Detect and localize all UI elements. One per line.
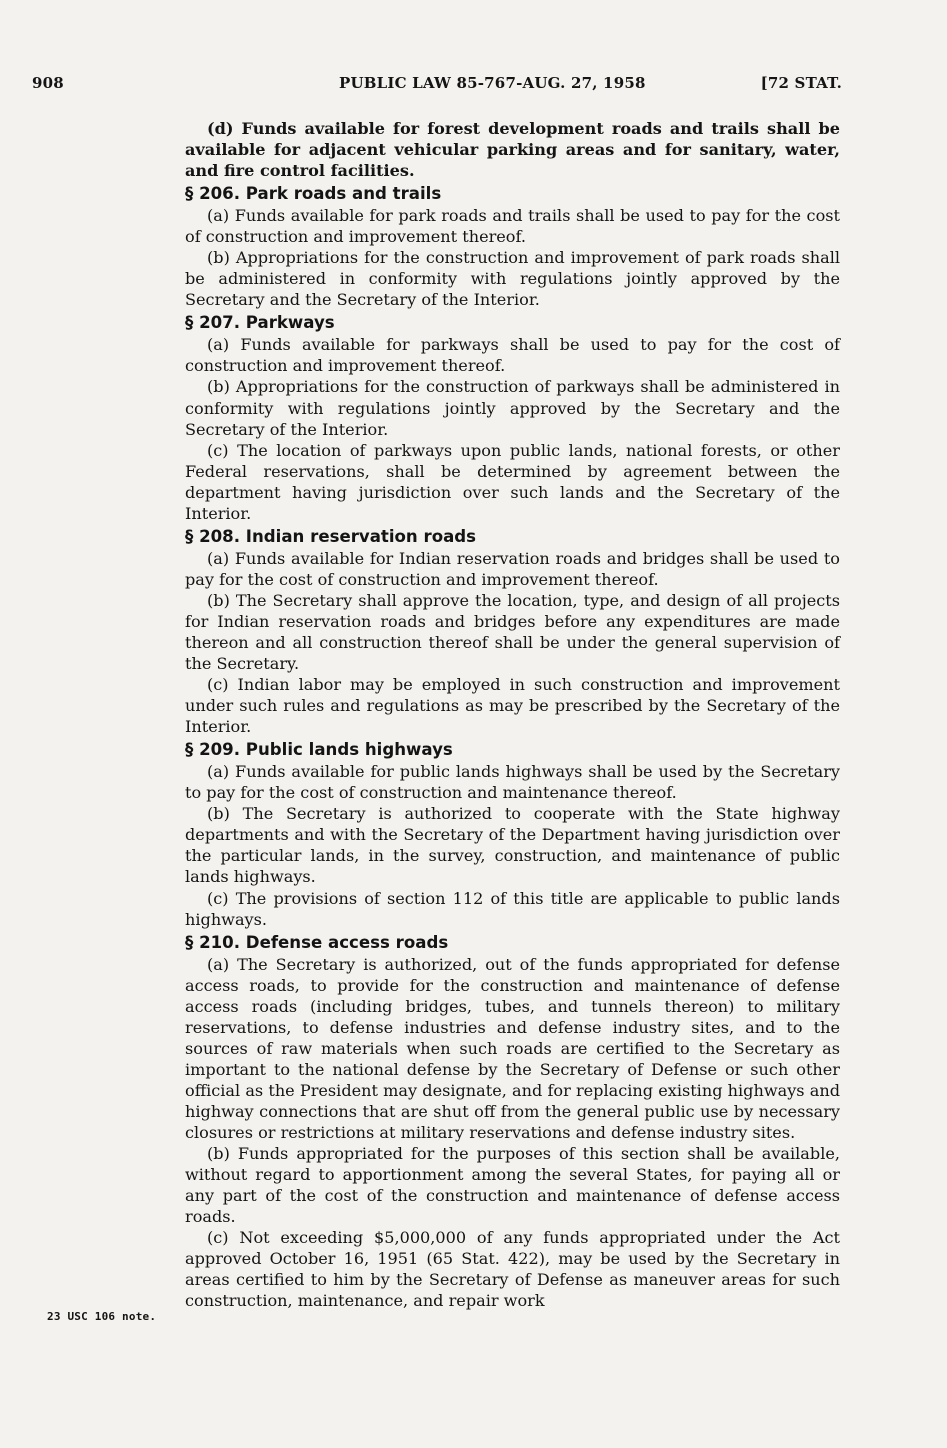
statute-reference: [72 STAT. (760, 74, 842, 92)
section-heading: § 207. Parkways (185, 313, 335, 333)
body-paragraph: (b) Funds appropriated for the purposes of this section shall be available, without regard to apportionment among the several States, for paying all or any part of the cost of the construction and maintenance of defense access roads. (185, 1144, 840, 1227)
body-paragraph: (a) Funds available for Indian reservation roads and bridges shall be used to pay for the cost of construction and improvement thereof. (185, 548, 840, 589)
body-paragraph: (b) The Secretary shall approve the location, type, and design of all projects for Indian reservation roads and bridges before any expenditures are made thereon and all construction thereof shall be under the general supervision of the Secretary. (185, 590, 840, 674)
body-paragraph: (b) Appropriations for the construction of parkways shall be administered in conformity with regulations jointly approved by the Secretary and the Secretary of the Interior. (185, 377, 840, 439)
running-head (32, 74, 842, 98)
body-paragraph: (b) Appropriations for the construction and improvement of park roads shall be administered in conformity with regulations jointly approved by the Secretary and the Secretary of the Interior. (185, 248, 840, 310)
body-paragraph: (a) The Secretary is authorized, out of the funds appropriated for defense access roads, to provide for the construction and maintenance of defense access roads (including bridges, tubes, and tunnels thereon) to military reservations, to defense industries and defense industry sites, and to the sources of raw materials when such roads are certified to the Secretary as important to the national defense by the Secretary of Defense or such other official as the President may designate, and for replacing existing highways and highway connections that are shut off from the general public use by necessary closures or restrictions at military reservations and defense industry sites. (185, 954, 840, 1142)
body-paragraph: (a) Funds available for public lands highways shall be used by the Secretary to pay for the cost of construction and maintenance thereof. (185, 762, 840, 803)
margin-citation-note: 23 USC 106 note. (47, 1310, 157, 1323)
section-heading: § 208. Indian reservation roads (185, 526, 477, 546)
body-paragraph: (a) Funds available for parkways shall be used to pay for the cost of construction and improvement thereof. (185, 335, 840, 376)
body-paragraph: (c) Not exceeding $5,000,000 of any funds appropriated under the Act approved October 16, 1951 (65 Stat. 422), may be used by the Secretary in areas certified to him by the Secretary of Defense as maneuver areas for such construction, maintenance, and repair work (185, 1228, 840, 1311)
body-paragraph: (d) Funds available for forest development roads and trails shall be available for adjacent vehicular parking areas and for sanitary, water, and fire control facilities. (185, 119, 840, 181)
body-paragraph: (c) The provisions of section 112 of this title are applicable to public lands highways. (185, 888, 840, 929)
section-heading: § 209. Public lands highways (185, 740, 453, 760)
section-heading: § 210. Defense access roads (185, 932, 449, 952)
body-text (185, 118, 840, 1311)
body-paragraph: (c) The location of parkways upon public lands, national forests, or other Federal reservations, shall be determined by agreement between the department having jurisdiction over such lands and the Secretary of the Interior. (185, 440, 840, 523)
body-paragraph: (a) Funds available for park roads and trails shall be used to pay for the cost of construction and improvement thereof. (185, 206, 840, 247)
page-number: 908 (32, 74, 64, 92)
running-head-title: PUBLIC LAW 85-767-AUG. 27, 1958 (339, 74, 646, 92)
body-paragraph: (b) The Secretary is authorized to cooperate with the State highway departments and with the Secretary of the Department having jurisdiction over the particular lands, in the survey, construction, and maintenance of public lands highways. (185, 804, 840, 887)
section-heading: § 206. Park roads and trails (185, 184, 442, 204)
body-paragraph: (c) Indian labor may be employed in such construction and improvement under such rules and regulations as may be prescribed by the Secretary of the Interior. (185, 675, 840, 737)
